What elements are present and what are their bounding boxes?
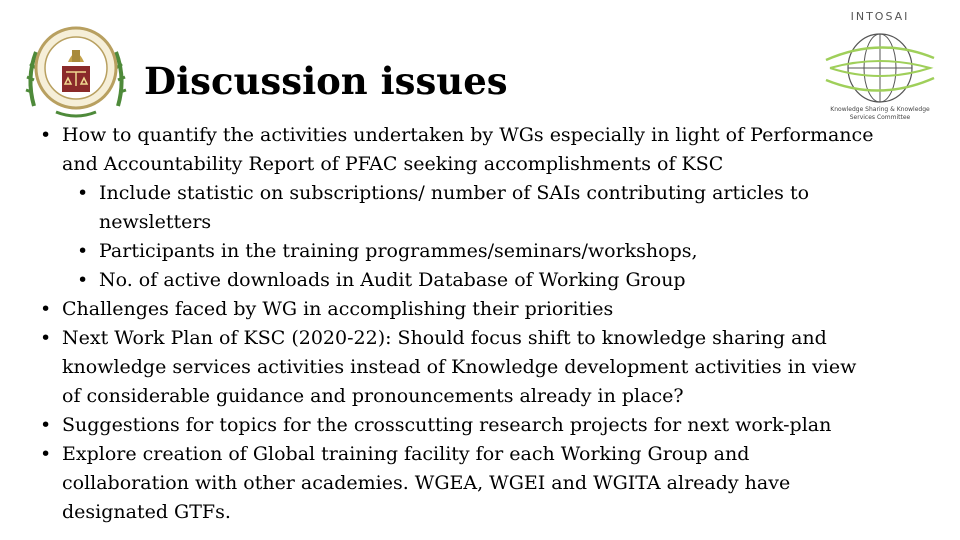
intosai-caption: [818, 106, 942, 122]
intosai-caption-line-2: Services Committee: [849, 114, 911, 121]
bullet-item: [40, 411, 940, 440]
intosai-globe-icon: [822, 26, 938, 106]
bullet-item: [40, 121, 940, 179]
bullet-line: newsletters: [99, 211, 212, 233]
intosai-caption-line-1: Knowledge Sharing & Knowledge: [830, 106, 930, 113]
bullet-line: knowledge services activities instead of Knowledge development activities in view: [62, 356, 857, 378]
sub-bullet-item: [77, 179, 940, 237]
bullet-line: and Accountability Report of PFAC seeking accomplishments of KSC: [62, 153, 724, 175]
bullet-line: Include statistic on subscriptions/ number of SAIs contributing articles to: [99, 182, 810, 204]
bullet-line: Next Work Plan of KSC (2020-22): Should focus shift to knowledge sharing and: [62, 327, 827, 349]
slide-title: Discussion issues: [144, 59, 508, 103]
bullet-list: [40, 121, 940, 527]
sub-bullet-item: [77, 266, 940, 295]
sub-bullet-item: [77, 237, 940, 266]
bullet-line: How to quantify the activities undertaken by WGs especially in light of Performance: [62, 124, 874, 146]
bullet-line: designated GTFs.: [62, 501, 231, 523]
bullet-line: Challenges faced by WG in accomplishing their priorities: [62, 298, 614, 320]
emblem-seal-icon: [22, 22, 130, 122]
bullet-line: Participants in the training programmes/seminars/workshops,: [99, 240, 698, 262]
bullet-line: of considerable guidance and pronouncements already in place?: [62, 385, 684, 407]
bullet-line: collaboration with other academies. WGEA, WGEI and WGITA already have: [62, 472, 791, 494]
intosai-label: INTOSAI: [850, 10, 910, 23]
bullet-line: Suggestions for topics for the crosscutting research projects for next work-plan: [62, 414, 832, 436]
bullet-item: [40, 295, 940, 324]
bullet-line: No. of active downloads in Audit Database of Working Group: [99, 269, 686, 291]
bullet-item: [40, 324, 940, 411]
bullet-item: [40, 440, 940, 527]
bullet-line: Explore creation of Global training facility for each Working Group and: [62, 443, 750, 465]
intosai-logo: [818, 6, 942, 130]
